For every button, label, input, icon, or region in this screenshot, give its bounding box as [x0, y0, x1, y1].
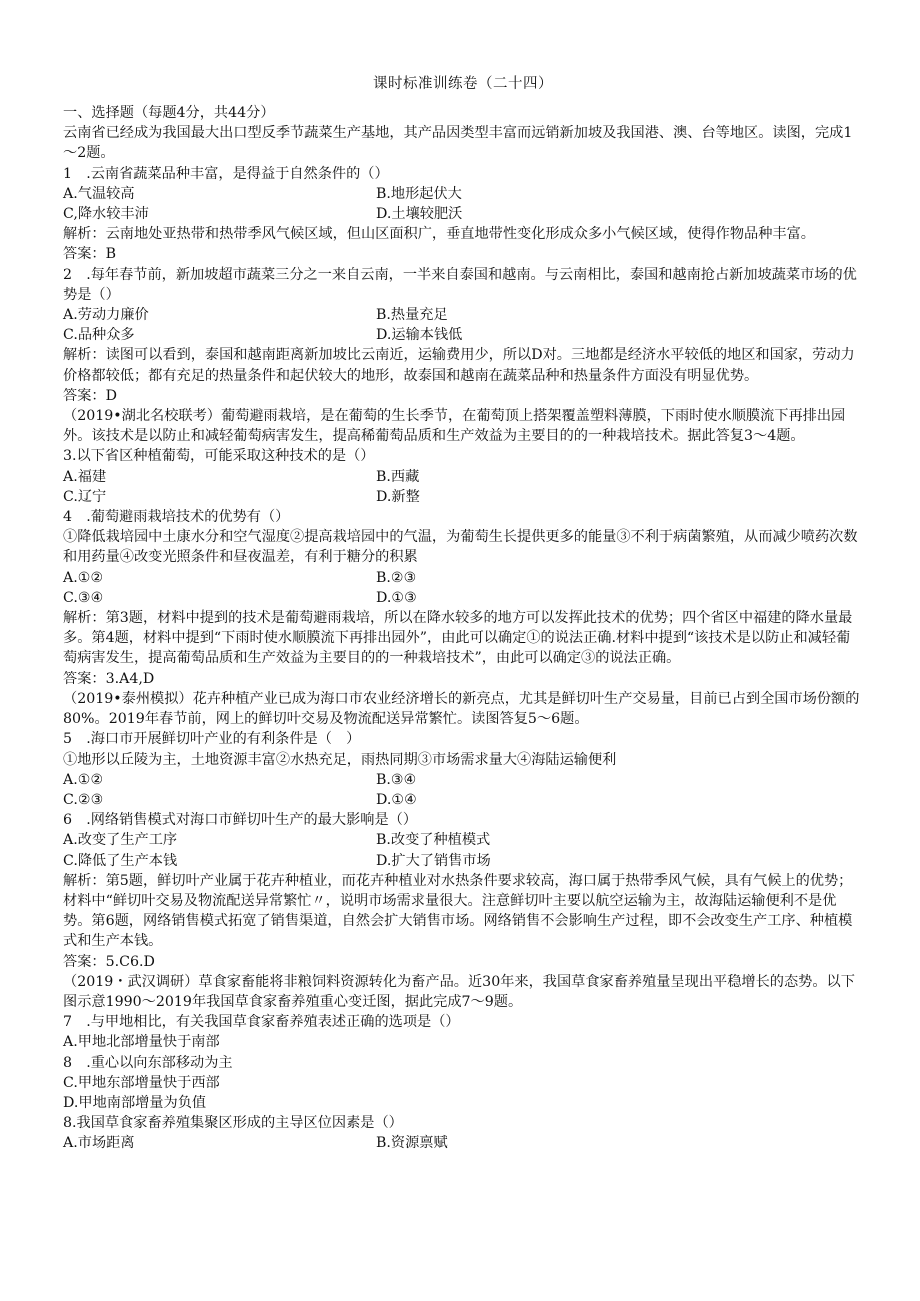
- option-row: [63, 770, 863, 790]
- page-title: 课时标准训练卷（二十四）: [373, 76, 553, 92]
- text-line: 解析：第3题，材料中提到的技术是葡萄避雨栽培，所以在降水较多的地方可以发挥此技术的优势；四个省区中福建的降水量最多。第4题，材料中提到“下雨时使水顺膜流下再排出园外”，由此可以确定①的说法正确.材料中提到“该技术是以防止和减轻葡萄病害发生，提高葡萄品质和生产效益为主要目的的一种栽培技术”，由此可以确定③的说法正确。: [63, 610, 853, 667]
- text-line: （2019・武汉调研）草食家畜能将非粮饲料资源转化为畜产品。近30年来，我国草食家畜养殖量呈现出平稳增长的态势。以下图示意1990～2019年我国草食家畜养殖重心变迁图，据此完成7～9题。: [63, 973, 855, 1010]
- option-row: [63, 1133, 863, 1153]
- text-line: 解析：读图可以看到，泰国和越南距离新加坡比云南近，运输费用少，所以D对。三地都是经济水平较低的地区和国家，劳动力价格都较低；都有充足的热量条件和起伏较大的地形，故泰国和越南在蔬菜品种和热量条件方面没有明显优势。: [63, 347, 855, 384]
- text-line: 解析：云南地处亚热带和热带季风气候区域，但山区面积广，垂直地带性变化形成众多小气候区域，使得作物品种丰富。: [63, 226, 815, 243]
- option-right: B.③④: [376, 771, 417, 788]
- text-line: 5 .海口市开展鲜切叶产业的有利条件是（ ）: [63, 731, 361, 748]
- option-row: [63, 184, 863, 204]
- option-right: D.新整: [376, 488, 420, 505]
- option-left: C.品种众多: [63, 327, 135, 344]
- text-line: 答案：D: [63, 387, 117, 404]
- option-left: A.气温较高: [63, 185, 135, 202]
- option-row: [63, 325, 863, 345]
- text-line: 1 .云南省蔬菜品种丰富，是得益于自然条件的（）: [63, 165, 389, 182]
- option-row: [63, 487, 863, 507]
- option-left: A.改变了生产工序: [63, 832, 178, 849]
- option-row: [63, 588, 863, 608]
- text-line: C.甲地东部增量快于西部: [63, 1074, 220, 1091]
- option-right: D.运输本钱低: [376, 327, 463, 344]
- option-row: [63, 467, 863, 487]
- option-left: C.降低了生产本钱: [63, 852, 178, 869]
- text-line: 3.以下省区种植葡萄，可能采取这种技术的是（）: [63, 448, 375, 465]
- option-right: D.扩大了销售市场: [376, 852, 491, 869]
- text-line: 8 .重心以向东部移动为主: [63, 1054, 233, 1071]
- text-line: 云南省已经成为我国最大出口型反季节蔬菜生产基地，其产品因类型丰富而远销新加坡及我国港、澳、台等地区。读图，完成1～2题。: [63, 125, 853, 162]
- option-right: D.①③: [376, 589, 417, 606]
- option-right: B.资源禀赋: [376, 1135, 448, 1152]
- text-line: A.甲地北部增量快于南部: [63, 1034, 220, 1051]
- option-right: D.①④: [376, 791, 417, 808]
- option-right: B.②③: [376, 569, 417, 586]
- option-row: [63, 790, 863, 810]
- document-page: [63, 72, 863, 1154]
- text-line: （2019•湖北名校联考）葡萄避雨栽培，是在葡萄的生长季节，在葡萄顶上搭架覆盖塑料薄膜，下雨时使水顺膜流下再排出园外。该技术是以防止和减轻葡萄病害发生，提高稀葡萄品质和生产效益为主要目的的一种栽培技术。据此答复3～4题。: [63, 408, 846, 445]
- option-right: D.土壤较肥沃: [376, 206, 463, 223]
- option-right: B.地形起伏大: [376, 185, 462, 202]
- text-line: 7 .与甲地相比，有关我国草食家畜养殖表述正确的选项是（）: [63, 1014, 460, 1031]
- option-left: A.市场距离: [63, 1135, 135, 1152]
- option-row: [63, 568, 863, 588]
- option-left: A.福建: [63, 468, 107, 485]
- option-left: A.劳动力廉价: [63, 307, 149, 324]
- option-row: [63, 830, 863, 850]
- option-row: [63, 851, 863, 871]
- option-left: C.辽宁: [63, 488, 107, 505]
- option-left: C.③④: [63, 589, 104, 606]
- text-line: D.甲地南部增量为负值: [63, 1094, 207, 1111]
- option-left: C,降水较丰沛: [63, 206, 149, 223]
- text-line: 6 .网络销售模式对海口市鲜切叶生产的最大影响是（）: [63, 812, 418, 829]
- option-right: B.西藏: [376, 468, 420, 485]
- option-left: A.①②: [63, 569, 104, 586]
- option-left: A.①②: [63, 771, 104, 788]
- text-line: 解析：第5题，鲜切叶产业属于花卉种植业，而花卉种植业对水热条件要求较高，海口属于热带季风气候，具有气候上的优势；材料中“鲜切叶交易及物流配送异常繁忙〃，说明市场需求量很大。注意鲜切叶主要以航空运输为主，故海陆运输便利不是优势。第6题，网络销售模式拓宽了销售渠道，自然会扩大销售市场。网络销售不会影响生产过程，即不会改变生产工序、种植模式和生产本钱。: [63, 872, 853, 950]
- option-row: [63, 204, 863, 224]
- option-right: B.改变了种植模式: [376, 832, 491, 849]
- document-body: [63, 103, 863, 1154]
- text-line: 2 .每年春节前，新加坡超市蔬菜三分之一来自云南，一半来自泰国和越南。与云南相比，泰国和越南抢占新加坡蔬菜市场的优势是（）: [63, 266, 857, 303]
- text-line: 答案：3.A4,D: [63, 670, 155, 687]
- text-line: 8.我国草食家畜养殖集聚区形成的主导区位因素是（）: [63, 1115, 403, 1132]
- option-right: B.热量充足: [376, 307, 448, 324]
- option-left: C.②③: [63, 791, 104, 808]
- text-line: （2019•泰州模拟）花卉种植产业已成为海口市农业经济增长的新亮点，尤其是鲜切叶生产交易量，目前已占到全国市场份额的80%。2019年春节前，网上的鲜切叶交易及物流配送异常繁忙。读图答复5～6题。: [63, 690, 860, 728]
- text-line: 答案：B: [63, 246, 116, 263]
- option-row: [63, 305, 863, 325]
- text-line: ①地形以丘陵为主，土地资源丰富②水热充足，雨热同期③市场需求量大④海陆运输便利: [63, 751, 617, 768]
- text-line: ①降低栽培园中土康水分和空气湿度②提高栽培园中的气温，为葡萄生长提供更多的能量③不利于病菌繁殖，从而减少喷药次数和用药量④改变光照条件和昼夜温差，有利于糖分的积累: [63, 529, 858, 566]
- text-line: 一、选择题（每题4分，共44分）: [63, 105, 275, 121]
- text-line: 4 .葡萄避雨栽培技术的优势有（）: [63, 509, 290, 526]
- text-line: 答案：5.C6.D: [63, 953, 155, 970]
